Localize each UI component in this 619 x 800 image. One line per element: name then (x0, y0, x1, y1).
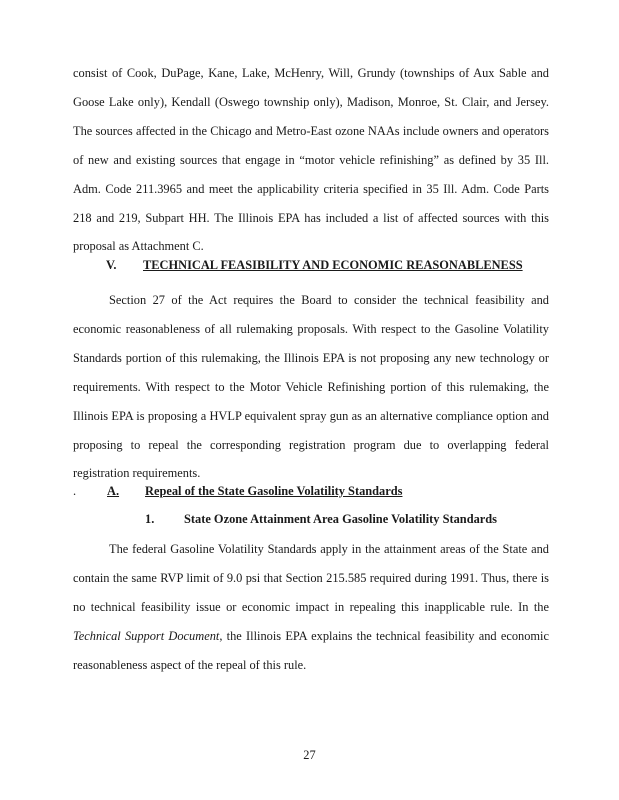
paragraph-affected-areas: consist of Cook, DuPage, Kane, Lake, McHenry, Will, Grundy (townships of Aux Sable and Goose Lake only), Kendall (Oswego township only), Madison, Monroe, St. Clair, and Jersey. The sources affected in the Chicago and Metro-East ozone NAAs include owners and operators of new and existing sources that engage in “motor vehicle refinishing” as defined by 35 Ill. Adm. Code 211.3965 and meet the applicability criteria specified in 35 Ill. Adm. Code Parts 218 and 219, Subpart HH. The Illinois EPA has included a list of affected sources with this proposal as Attachment C. (73, 66, 549, 254)
page-number: 27 (303, 748, 316, 762)
paragraph-federal-standards (73, 535, 549, 680)
section-heading-v (106, 258, 523, 273)
paragraph-text-start: The federal Gasoline Volatility Standards apply in the attainment areas of the State and contain the same RVP limit of 9.0 psi that Section 215.585 required during 1991. Thus, there is no technical feasibility issue or economic impact in repealing this inapplicable rule. In the (73, 542, 549, 614)
section-number: V. (106, 258, 117, 272)
section-title: TECHNICAL FEASIBILITY AND ECONOMIC REASONABLENESS (143, 258, 523, 272)
subsubsection-title: State Ozone Attainment Area Gasoline Volatility Standards (184, 512, 497, 526)
tsd-reference: Technical Support Document (73, 628, 220, 643)
subsubsection-heading-1 (145, 512, 497, 527)
stray-mark: . (73, 484, 77, 498)
paragraph-section-27: Section 27 of the Act requires the Board to consider the technical feasibility and economic reasonableness of all rulemaking proposals. With respect to the Gasoline Volatility Standards portion of this rulemaking, the Illinois EPA is not proposing any new technology or requirements. With respect to the Motor Vehicle Refinishing portion of this rulemaking, the Illinois EPA is proposing a HVLP equivalent spray gun as an alternative compliance option and proposing to repeal the corresponding registration program due to overlapping federal registration requirements. (73, 293, 549, 481)
paragraph-text-end: , the Illinois EPA explains the technical feasibility and economic reasonableness aspect of the repeal of this rule. (73, 628, 549, 672)
subsection-title: Repeal of the State Gasoline Volatility Standards (145, 484, 403, 498)
subsection-number: A. (107, 484, 120, 498)
subsubsection-number: 1. (145, 512, 155, 526)
subsection-heading-a (73, 484, 402, 499)
